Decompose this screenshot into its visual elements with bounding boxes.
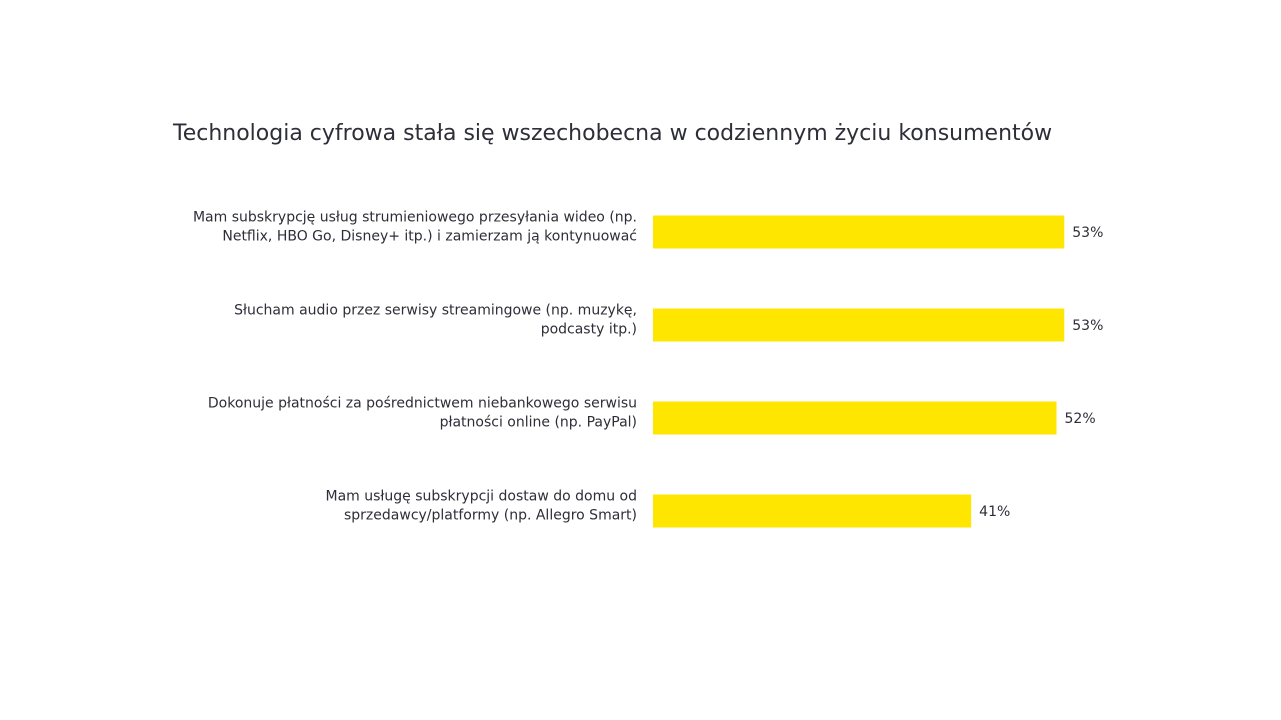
category-label-4: Mam usługę subskrypcji dostaw do domu od sprzedawcy/platformy (np. Allegro Smart)	[325, 488, 637, 524]
category-label-3: Dokonuje płatności za pośrednictwem niebankowego serwisu płatności online (np. PayPal)	[207, 395, 637, 431]
category-label-2: Słucham audio przez serwisy streamingowe (np. muzykę, podcasty itp.)	[234, 302, 637, 338]
bar-1	[653, 216, 1064, 249]
value-label-3: 52%	[1064, 411, 1096, 427]
bar-4	[653, 495, 971, 528]
chart-title: Technologia cyfrowa stała się wszechobecna w codziennym życiu konsumentów	[173, 121, 1053, 146]
bar-2	[653, 309, 1064, 342]
category-label-1: Mam subskrypcję usług strumieniowego przesyłania wideo (np. Netflix, HBO Go, Disney+ itp.) i zamierzam ją kontynuować	[192, 209, 637, 245]
value-label-4: 41%	[979, 504, 1011, 520]
bar-3	[653, 402, 1057, 435]
value-label-1: 53%	[1072, 225, 1104, 241]
value-label-2: 53%	[1072, 318, 1104, 334]
